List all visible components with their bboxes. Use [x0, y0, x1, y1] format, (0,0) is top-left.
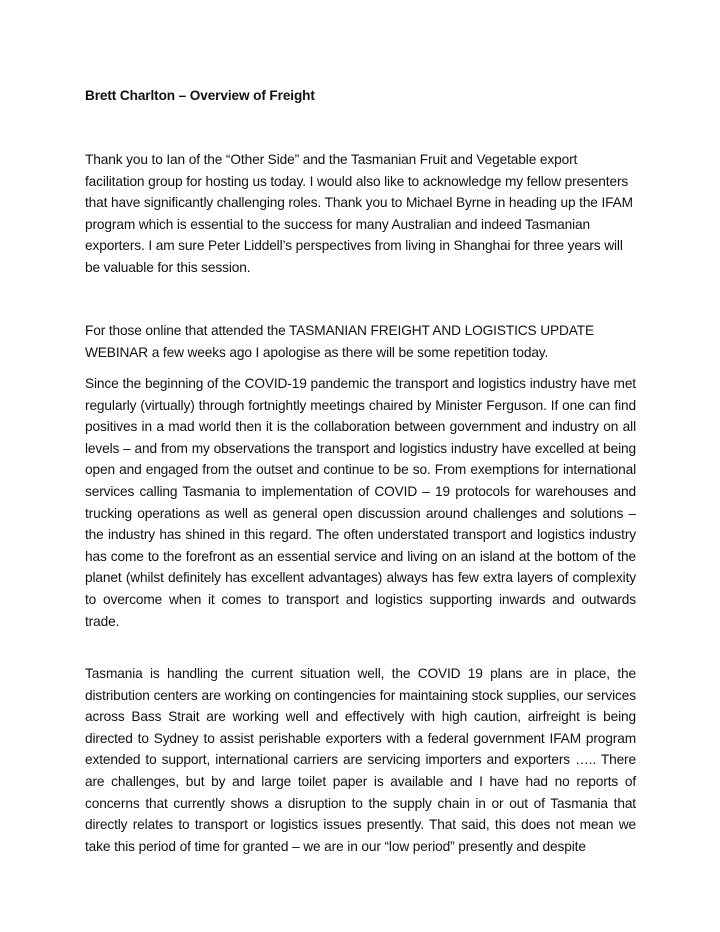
paragraph-covid-industry: Since the beginning of the COVID-19 pandemic the transport and logistics industry have met regularly (virtually) through fortnightly meetings chaired by Minister Ferguson. If one can find positives in a mad world then it is the collaboration between government and industry on all levels – and from my observations the transport and logistics industry have excelled at being open and engaged from the outset and continue to be so. From exemptions for international services calling Tasmania to implementation of COVID – 19 protocols for warehouses and trucking operations as well as general open discussion around challenges and solutions – the industry has shined in this regard. The often understated transport and logistics industry has come to the forefront as an essential service and living on an island at the bottom of the planet (whilst definitely has excellent advantages) always has few extra layers of complexity to overcome when it comes to transport and logistics supporting inwards and outwards trade.: [85, 376, 636, 629]
paragraph-webinar-note: For those online that attended the TASMANIAN FREIGHT AND LOGISTICS UPDATE WEBINAR a few weeks ago I apologise as there will be some repetition today.: [85, 323, 595, 360]
paragraph-acknowledgements: Thank you to Ian of the “Other Side” and the Tasmanian Fruit and Vegetable export facilitation group for hosting us today. I would also like to acknowledge my fellow presenters that have significantly challenging roles. Thank you to Michael Byrne in heading up the IFAM program which is essential to the success for many Australian and indeed Tasmanian exporters. I am sure Peter Liddell’s perspectives from living in Shanghai for three years will be valuable for this session.: [85, 152, 633, 275]
document-title: Brett Charlton – Overview of Freight: [85, 88, 315, 103]
paragraph-tasmania-situation: Tasmania is handling the current situation well, the COVID 19 plans are in place, the distribution centers are working on contingencies for maintaining stock supplies, our services across Bass Strait are working well and effectively with high caution, airfreight is being directed to Sydney to assist perishable exporters with a federal government IFAM program extended to support, international carriers are servicing importers and exporters ….. There are challenges, but by and large toilet paper is available and I have had no reports of concerns that currently shows a disruption to the supply chain in or out of Tasmania that directly relates to transport or logistics issues presently. That said, this does not mean we take this period of time for granted – we are in our “low period” presently and despite: [85, 666, 636, 854]
